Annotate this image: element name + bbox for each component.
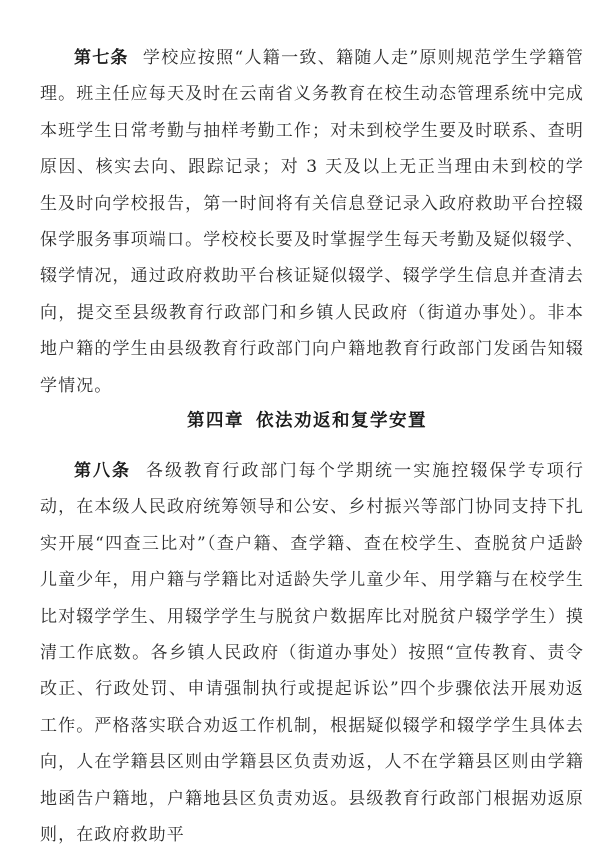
chapter-number: 第四章 xyxy=(187,411,244,431)
chapter-title: 依法劝返和复学安置 xyxy=(256,411,427,431)
article-7-text: 学校应按照“人籍一致、籍随人走”原则规范学生学籍管理。班主任应每天及时在云南省义务教育在校生动态管理系统中完成本班学生日常考勤与抽样考勤工作；对未到校学生要及时联系、查明原因、核实去向、跟踪记录；对 3 天及以上无正当理由未到校的学生及时向学校报告，第一时间将有关信息登记录入政府救助平台控辍保学服务事项端口。学校校长要及时掌握学生每天考勤及疑似辍学、辍学情况，通过政府救助平台核证疑似辍学、辍学学生信息并查清去向，提交至县级教育行政部门和乡镇人民政府（街道办事处）。非本地户籍的学生由县级教育行政部门向户籍地教育行政部门发函告知辍学情况。 xyxy=(40,48,584,396)
article-7-paragraph xyxy=(40,40,584,404)
chapter-heading xyxy=(0,407,614,432)
article-8-number: 第八条 xyxy=(74,461,131,481)
article-8-text: 各级教育行政部门每个学期统一实施控辍保学专项行动，在本级人民政府统筹领导和公安、乡村振兴等部门协同支持下扎实开展“四查三比对”（查户籍、查学籍、查在校学生、查脱贫户适龄儿童少年，用户籍与学籍比对适龄失学儿童少年、用学籍与在校学生比对辍学学生、用辍学学生与脱贫户数据库比对脱贫户辍学学生）摸清工作底数。各乡镇人民政府（街道办事处）按照“宣传教育、责令改正、行政处罚、申请强制执行或提起诉讼”四个步骤依法开展劝返工作。严格落实联合劝返工作机制，根据疑似辍学和辍学学生具体去向，人在学籍县区则由学籍县区负责劝返，人不在学籍县区则由学籍地函告户籍地，户籍地县区负责劝返。县级教育行政部门根据劝返原则，在政府救助平 xyxy=(40,461,584,846)
article-8-paragraph xyxy=(40,453,584,853)
article-7-number: 第七条 xyxy=(74,48,129,68)
